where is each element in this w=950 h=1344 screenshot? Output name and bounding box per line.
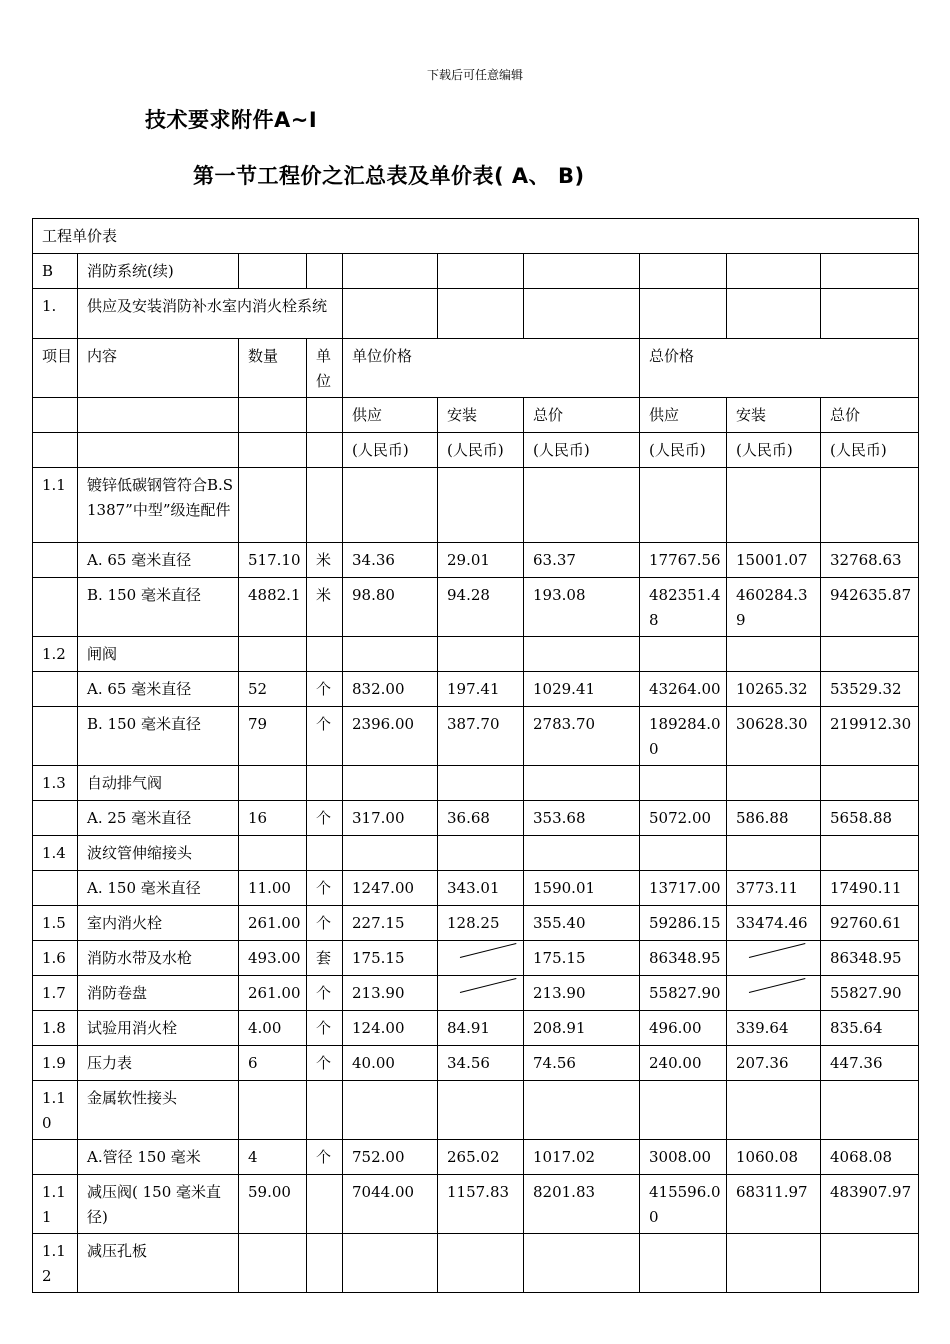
cell-unit [307,766,343,801]
cell-up-supply [343,1081,438,1140]
cell-tp-install: 33474.46 [727,906,821,941]
header-content: 内容 [78,339,239,398]
cell-tp-total: 32768.63 [821,543,919,578]
cell-up-install: 36.68 [438,801,524,836]
cell-up-install [438,976,524,1011]
cell-item: 1.11 [33,1175,78,1234]
table-row [33,543,919,578]
cell-unit: 个 [307,1140,343,1175]
cell-tp-supply: 13717.00 [640,871,727,906]
cell-item [33,543,78,578]
cell-content: A. 65 毫米直径 [78,672,239,707]
cell-item [33,707,78,766]
cell-content: 压力表 [78,1046,239,1081]
cell-item [33,801,78,836]
cell-up-install: 265.02 [438,1140,524,1175]
cell-unit [307,1081,343,1140]
cell-tp-total: 447.36 [821,1046,919,1081]
cell-up-total: 353.68 [524,801,640,836]
table-caption: 工程单价表 [33,219,919,254]
cell-up-total: 63.37 [524,543,640,578]
cell-unit: 米 [307,543,343,578]
cell-content: A. 150 毫米直径 [78,871,239,906]
cell-content: 消防水带及水枪 [78,941,239,976]
cell-tp-total: 4068.08 [821,1140,919,1175]
cell-tp-supply: 5072.00 [640,801,727,836]
table-row [33,1140,919,1175]
cell-item: 1.6 [33,941,78,976]
cell-item: 1.8 [33,1011,78,1046]
cell-tp-install: 15001.07 [727,543,821,578]
cell-content: A.管径 150 毫米 [78,1140,239,1175]
system-code: 1. [33,289,78,339]
cell-tp-install [727,941,821,976]
table-row [33,707,919,766]
currency-label: (人民币) [524,433,640,468]
cell-up-install: 84.91 [438,1011,524,1046]
header-up-install: 安装 [438,398,524,433]
table-row [33,637,919,672]
cell-tp-supply: 59286.15 [640,906,727,941]
cell-tp-total: 17490.11 [821,871,919,906]
cell-item: 1.4 [33,836,78,871]
section-code: B [33,254,78,289]
cell-unit: 个 [307,871,343,906]
cell-tp-install [727,637,821,672]
not-applicable-slash [749,978,806,993]
cell-up-supply [343,468,438,543]
cell-unit: 个 [307,672,343,707]
table-row [33,1011,919,1046]
section-title: 第一节工程价之汇总表及单价表( A、 B) [193,164,585,188]
cell-content: 室内消火栓 [78,906,239,941]
cell-qty: 261.00 [239,976,307,1011]
cell-up-total: 355.40 [524,906,640,941]
cell-unit: 个 [307,707,343,766]
cell-up-total [524,468,640,543]
cell-item [33,578,78,637]
cell-qty: 79 [239,707,307,766]
cell-tp-install: 586.88 [727,801,821,836]
cell-content: 自动排气阀 [78,766,239,801]
table-row [33,672,919,707]
cell-content: 波纹管伸缩接头 [78,836,239,871]
header-unit: 单位 [307,339,343,398]
cell-content: 金属软性接头 [78,1081,239,1140]
table-row [33,1046,919,1081]
cell-up-total: 175.15 [524,941,640,976]
cell-tp-total: 5658.88 [821,801,919,836]
cell-tp-supply: 55827.90 [640,976,727,1011]
cell-up-install: 34.56 [438,1046,524,1081]
table-row [33,766,919,801]
cell-tp-supply [640,1234,727,1293]
cell-content: 减压阀( 150 毫米直径) [78,1175,239,1234]
cell-tp-total: 86348.95 [821,941,919,976]
cell-tp-supply [640,637,727,672]
cell-qty [239,1081,307,1140]
cell-tp-supply: 17767.56 [640,543,727,578]
cell-up-supply: 227.15 [343,906,438,941]
cell-tp-supply: 496.00 [640,1011,727,1046]
cell-tp-total: 53529.32 [821,672,919,707]
cell-qty: 6 [239,1046,307,1081]
cell-qty: 52 [239,672,307,707]
cell-tp-install: 68311.97 [727,1175,821,1234]
cell-content: A. 25 毫米直径 [78,801,239,836]
cell-tp-install: 3773.11 [727,871,821,906]
currency-label: (人民币) [727,433,821,468]
header-total-price: 总价格 [640,339,919,398]
cell-tp-total: 219912.30 [821,707,919,766]
cell-qty: 16 [239,801,307,836]
cell-up-supply: 213.90 [343,976,438,1011]
cell-tp-install [727,976,821,1011]
cell-up-install [438,637,524,672]
cell-tp-supply [640,468,727,543]
table-row [33,1175,919,1234]
cell-tp-install [727,836,821,871]
cell-unit [307,1175,343,1234]
cell-unit [307,468,343,543]
cell-up-supply: 752.00 [343,1140,438,1175]
cell-up-install: 387.70 [438,707,524,766]
cell-up-total [524,637,640,672]
table-row [33,468,919,543]
cell-up-total: 213.90 [524,976,640,1011]
cell-up-install: 343.01 [438,871,524,906]
cell-up-supply [343,1234,438,1293]
cell-unit [307,637,343,672]
table-row [33,1234,919,1293]
cell-tp-total [821,766,919,801]
cell-tp-total: 483907.97 [821,1175,919,1234]
cell-up-supply: 1247.00 [343,871,438,906]
cell-unit: 个 [307,1046,343,1081]
cell-content: 闸阀 [78,637,239,672]
cell-qty: 4882.1 [239,578,307,637]
table-row [33,941,919,976]
table-row [33,836,919,871]
cell-up-total: 193.08 [524,578,640,637]
cell-up-supply [343,766,438,801]
cell-up-install [438,1081,524,1140]
cell-up-supply: 40.00 [343,1046,438,1081]
currency-label: (人民币) [640,433,727,468]
cell-item: 1.9 [33,1046,78,1081]
cell-unit: 个 [307,976,343,1011]
cell-up-supply: 832.00 [343,672,438,707]
cell-item: 1.1 [33,468,78,543]
cell-tp-install [727,468,821,543]
header-tp-supply: 供应 [640,398,727,433]
cell-item: 1.7 [33,976,78,1011]
cell-tp-install: 30628.30 [727,707,821,766]
cell-up-install: 197.41 [438,672,524,707]
cell-tp-total: 942635.87 [821,578,919,637]
cell-tp-install: 339.64 [727,1011,821,1046]
cell-tp-supply [640,836,727,871]
cell-up-total [524,1234,640,1293]
cell-tp-supply: 3008.00 [640,1140,727,1175]
cell-up-total [524,766,640,801]
cell-up-supply: 2396.00 [343,707,438,766]
system-name: 供应及安装消防补水室内消火栓系统 [78,289,343,339]
header-up-supply: 供应 [343,398,438,433]
cell-up-total: 1017.02 [524,1140,640,1175]
cell-qty [239,766,307,801]
cell-tp-install [727,766,821,801]
cell-qty: 11.00 [239,871,307,906]
cell-qty [239,637,307,672]
header-item: 项目 [33,339,78,398]
cell-content: 镀锌低碳钢管符合B.S1387”中型”级连配件 [78,468,239,543]
table-row [33,906,919,941]
cell-qty [239,468,307,543]
cell-tp-supply: 86348.95 [640,941,727,976]
cell-content: B. 150 毫米直径 [78,578,239,637]
not-applicable-slash [460,943,517,958]
cell-item: 1.12 [33,1234,78,1293]
cell-up-supply: 175.15 [343,941,438,976]
cell-tp-install: 1060.08 [727,1140,821,1175]
table-row [33,976,919,1011]
cell-unit: 个 [307,801,343,836]
currency-label: (人民币) [343,433,438,468]
cell-up-install [438,941,524,976]
cell-tp-total [821,836,919,871]
cell-tp-install: 10265.32 [727,672,821,707]
cell-tp-supply [640,766,727,801]
cell-tp-supply: 415596.00 [640,1175,727,1234]
header-unit-price: 单位价格 [343,339,640,398]
cell-item: 1.5 [33,906,78,941]
not-applicable-slash [749,943,806,958]
cell-up-supply [343,637,438,672]
cell-up-install [438,1234,524,1293]
cell-item: 1.10 [33,1081,78,1140]
cell-unit: 套 [307,941,343,976]
not-applicable-slash [460,978,517,993]
cell-tp-total [821,637,919,672]
cell-qty [239,836,307,871]
cell-tp-install: 207.36 [727,1046,821,1081]
cell-up-total [524,836,640,871]
cell-up-install: 128.25 [438,906,524,941]
cell-tp-total: 835.64 [821,1011,919,1046]
cell-content: B. 150 毫米直径 [78,707,239,766]
section-name: 消防系统(续) [78,254,239,289]
cell-content: A. 65 毫米直径 [78,543,239,578]
table-row [33,871,919,906]
cell-up-install: 94.28 [438,578,524,637]
cell-tp-supply [640,1081,727,1140]
table-row [33,801,919,836]
cell-up-total: 2783.70 [524,707,640,766]
cell-tp-supply: 189284.00 [640,707,727,766]
cell-up-install [438,836,524,871]
cell-qty: 59.00 [239,1175,307,1234]
cell-tp-supply: 240.00 [640,1046,727,1081]
cell-item: 1.2 [33,637,78,672]
header-note: 下载后可任意编辑 [426,68,523,82]
cell-up-supply: 317.00 [343,801,438,836]
currency-label: (人民币) [821,433,919,468]
header-up-total: 总价 [524,398,640,433]
table-row [33,578,919,637]
cell-content: 试验用消火栓 [78,1011,239,1046]
cell-qty: 4 [239,1140,307,1175]
cell-tp-total [821,1081,919,1140]
cell-up-total [524,1081,640,1140]
cell-content: 减压孔板 [78,1234,239,1293]
cell-tp-total: 92760.61 [821,906,919,941]
cell-item [33,1140,78,1175]
cell-up-supply: 124.00 [343,1011,438,1046]
cell-qty: 517.10 [239,543,307,578]
cell-up-install: 1157.83 [438,1175,524,1234]
cell-up-supply: 98.80 [343,578,438,637]
cell-tp-supply: 43264.00 [640,672,727,707]
cell-item: 1.3 [33,766,78,801]
cell-up-total: 1590.01 [524,871,640,906]
cell-unit [307,836,343,871]
header-qty: 数量 [239,339,307,398]
header-tp-install: 安装 [727,398,821,433]
cell-up-supply: 34.36 [343,543,438,578]
cell-up-install: 29.01 [438,543,524,578]
unit-price-table [32,218,919,1293]
cell-unit: 米 [307,578,343,637]
cell-content: 消防卷盘 [78,976,239,1011]
cell-unit: 个 [307,1011,343,1046]
cell-qty: 261.00 [239,906,307,941]
cell-item [33,672,78,707]
currency-label: (人民币) [438,433,524,468]
cell-qty: 4.00 [239,1011,307,1046]
header-tp-total: 总价 [821,398,919,433]
cell-up-install [438,468,524,543]
cell-up-total: 8201.83 [524,1175,640,1234]
cell-tp-supply: 482351.48 [640,578,727,637]
cell-item [33,871,78,906]
cell-qty [239,1234,307,1293]
cell-up-total: 208.91 [524,1011,640,1046]
cell-up-supply [343,836,438,871]
cell-up-supply: 7044.00 [343,1175,438,1234]
cell-tp-install [727,1234,821,1293]
cell-tp-total: 55827.90 [821,976,919,1011]
cell-up-total: 74.56 [524,1046,640,1081]
cell-up-install [438,766,524,801]
cell-tp-install: 460284.39 [727,578,821,637]
cell-unit: 个 [307,906,343,941]
cell-qty: 493.00 [239,941,307,976]
document-title: 技术要求附件A~I [145,108,318,132]
table-row [33,1081,919,1140]
cell-unit [307,1234,343,1293]
cell-up-total: 1029.41 [524,672,640,707]
cell-tp-total [821,1234,919,1293]
cell-tp-install [727,1081,821,1140]
cell-tp-total [821,468,919,543]
